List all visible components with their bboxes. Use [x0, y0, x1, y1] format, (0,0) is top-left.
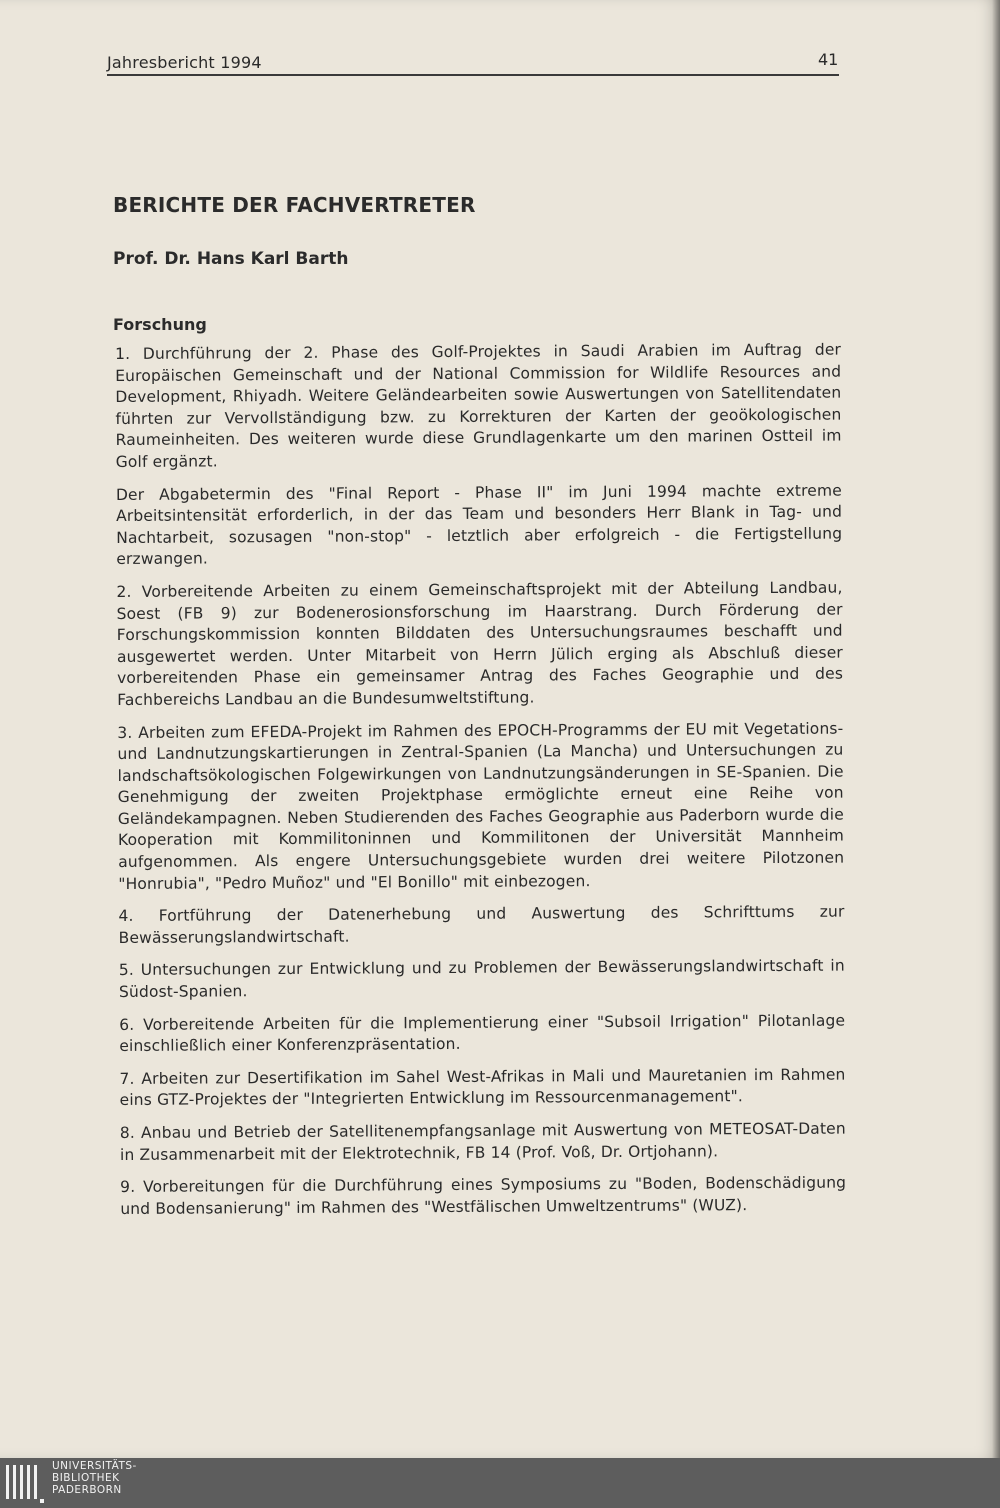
page-edge-shadow: [992, 0, 1000, 1458]
paragraph: 2. Vorbereitende Arbeiten zu einem Gemeinschaftsprojekt mit der Abteilung Landbau, Soest (FB 9) zur Bodenerosionsforschung im Haarstrang. Durch Förderung der Forschungskommission konnten Bilddaten des Untersuchungsraumes beschafft und ausgewertet werden. Unter Mitarbeit von Herrn Jülich erging als Abschluß dieser vorbereitenden Phase ein gemeinsamer Antrag des Faches Geographie und des Fachbereichs Landbau an die Bundesumweltstiftung.: [116, 578, 844, 709]
logo-line: UNIVERSITÄTS-: [52, 1460, 137, 1472]
library-logo-icon: [4, 1461, 48, 1505]
paragraph: 7. Arbeiten zur Desertifikation im Sahel West-Afrikas in Mali und Mauretanien im Rahmen eins GTZ-Projektes der "Integrierten Entwicklung im Ressourcenmanagement".: [119, 1065, 846, 1110]
subsection-heading: Forschung: [113, 315, 207, 334]
author-name: Prof. Dr. Hans Karl Barth: [113, 249, 349, 269]
header-rule: [107, 74, 839, 76]
page-number: 41: [818, 50, 839, 69]
section-heading: BERICHTE DER FACHVERTRETER: [113, 193, 476, 217]
paragraph: Der Abgabetermin des "Final Report - Phase II" im Juni 1994 machte extreme Arbeitsintensität erforderlich, in der das Team und besonders Herr Blank in Tag- und Nachtarbeit, sozusagen "non-stop" - letztlich aber erfolgreich - die Fertigstellung erzwangen.: [115, 481, 843, 569]
logo-line: PADERBORN: [52, 1484, 122, 1496]
paragraph: 6. Vorbereitende Arbeiten für die Implementierung einer "Subsoil Irrigation" Pilotanlage einschließlich einer Konferenzpräsentation.: [119, 1011, 846, 1056]
paragraph: 4. Fortführung der Datenerhebung und Auswertung des Schrifttums zur Bewässerungslandwirtschaft.: [118, 902, 845, 947]
library-logo-text: [52, 1460, 137, 1496]
paragraph: 8. Anbau und Betrieb der Satellitenempfangsanlage mit Auswertung von METEOSAT-Daten in Zusammenarbeit mit der Elektrotechnik, FB 14 (Prof. Voß, Dr. Ortjohann).: [119, 1119, 846, 1164]
paragraph: 1. Durchführung der 2. Phase des Golf-Projektes in Saudi Arabien im Auftrag der Europäischen Gemeinschaft und der National Commission for Wildlife Resources and Development, Rhiyadh. Weitere Geländearbeiten sowie Auswertungen von Satellitendaten führten zur Vervollständigung bzw. zu Korrekturen der Karten der geoökologischen Raumeinheiten. Des weiteren wurde diese Grundlagenkarte um den marinen Ostteil im Golf ergänzt.: [115, 340, 842, 471]
running-header-title: Jahresbericht 1994: [107, 53, 262, 72]
library-footer-bar: [0, 1458, 1000, 1508]
body-text: [115, 340, 846, 1232]
paragraph: 5. Untersuchungen zur Entwicklung und zu Problemen der Bewässerungslandwirtschaft in Südost-Spanien.: [118, 956, 845, 1002]
paragraph: 3. Arbeiten zum EFEDA-Projekt im Rahmen des EPOCH-Programms der EU mit Vegetations- und Landnutzungskartierungen in Zentral-Spanien (La Mancha) und Untersuchungen zu landschaftsökologischen Folgewirkungen von Landnutzungsänderungen in SE-Spanien. Die Genehmigung der zweiten Projektphase ermöglichte erneut eine Reihe von Geländekampagnen. Neben Studierenden des Faches Geographie aus Paderborn wurde die Kooperation mit Kommilitoninnen und Kommilitonen der Universität Mannheim aufgenommen. Als engere Untersuchungsgebiete wurden drei weitere Pilotzonen "Honrubia", "Pedro Muñoz" und "El Bonillo" mit einbezogen.: [117, 719, 845, 893]
logo-line: BIBLIOTHEK: [52, 1472, 120, 1484]
paragraph: 9. Vorbereitungen für die Durchführung eines Symposiums zu "Boden, Bodenschädigung und Bodensanierung" im Rahmen des "Westfälischen Umweltzentrums" (WUZ).: [120, 1173, 847, 1218]
